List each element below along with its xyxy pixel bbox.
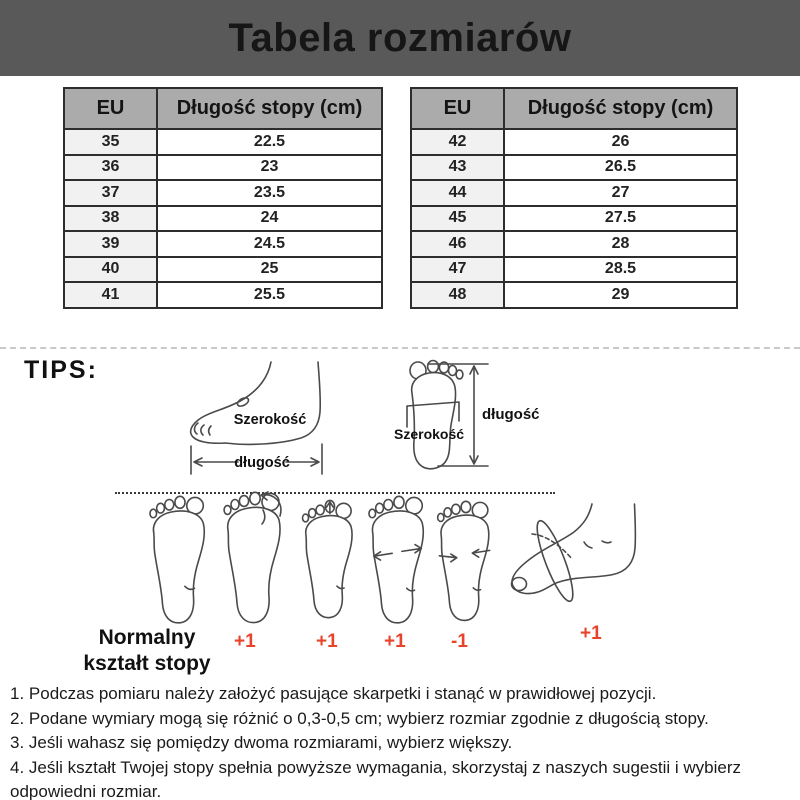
footprint-normal bbox=[145, 496, 213, 632]
length-label: długość bbox=[234, 455, 290, 471]
size-adjust-label-wide: +1 bbox=[384, 631, 406, 652]
size-adjust-label-splayed: +1 bbox=[234, 631, 256, 652]
eu-size-cell: 38 bbox=[64, 206, 157, 232]
foot-length-cell: 27 bbox=[504, 180, 737, 206]
eu-size-cell: 47 bbox=[411, 257, 504, 283]
foot-top-measure-diagram bbox=[390, 361, 540, 479]
foot-length-cell: 27.5 bbox=[504, 206, 737, 232]
eu-size-cell: 37 bbox=[64, 180, 157, 206]
measurement-notes bbox=[10, 682, 796, 800]
eu-size-cell: 42 bbox=[411, 129, 504, 155]
column-header-foot-length: Długość stopy (cm) bbox=[504, 88, 737, 129]
eu-size-cell: 43 bbox=[411, 155, 504, 181]
table-row bbox=[411, 257, 737, 283]
eu-size-cell: 45 bbox=[411, 206, 504, 232]
header-row bbox=[64, 88, 382, 129]
table-row bbox=[411, 206, 737, 232]
table-row bbox=[411, 155, 737, 181]
eu-size-cell: 36 bbox=[64, 155, 157, 181]
page-title: Tabela rozmiarów bbox=[228, 15, 572, 60]
foot-length-cell: 25.5 bbox=[157, 282, 382, 308]
normal-foot-label bbox=[58, 625, 236, 677]
eu-size-cell: 35 bbox=[64, 129, 157, 155]
eu-size-cell: 39 bbox=[64, 231, 157, 257]
table-row bbox=[64, 257, 382, 283]
footprint-narrow bbox=[433, 496, 497, 634]
eu-size-cell: 46 bbox=[411, 231, 504, 257]
foot-length-cell: 26 bbox=[504, 129, 737, 155]
eu-size-cell: 40 bbox=[64, 257, 157, 283]
normal-foot-label-line1: Normalny bbox=[98, 626, 196, 649]
table-row bbox=[411, 282, 737, 308]
foot-length-cell: 28.5 bbox=[504, 257, 737, 283]
foot-length-cell: 26.5 bbox=[504, 155, 737, 181]
table-row bbox=[64, 231, 382, 257]
table-row bbox=[64, 206, 382, 232]
size-table-right bbox=[410, 87, 738, 309]
note-item: 4. Jeśli kształt Twojej stopy spełnia powyższe wymagania, skorzystaj z naszych sugestii i wybierz odpowiedni rozmiar. bbox=[10, 757, 741, 800]
table-row bbox=[64, 180, 382, 206]
foot-length-cell: 23 bbox=[157, 155, 382, 181]
foot-length-cell: 28 bbox=[504, 231, 737, 257]
foot-length-cell: 25 bbox=[157, 257, 382, 283]
width-label: Szerokość bbox=[233, 412, 307, 428]
size-adjust-label-long-second-toe: +1 bbox=[316, 631, 338, 652]
foot-length-cell: 24 bbox=[157, 206, 382, 232]
size-table-left bbox=[63, 87, 383, 309]
note-item: 1. Podczas pomiaru należy założyć pasujące skarpetki i stanąć w prawidłowej pozycji. bbox=[10, 684, 657, 703]
table-row bbox=[64, 282, 382, 308]
foot-length-cell: 24.5 bbox=[157, 231, 382, 257]
foot-length-cell: 23.5 bbox=[157, 180, 382, 206]
toe-alignment-dotted-line bbox=[115, 492, 555, 494]
size-adjust-label-narrow: -1 bbox=[451, 631, 468, 652]
table-row bbox=[64, 129, 382, 155]
size-adjust-label-high-instep: +1 bbox=[580, 623, 602, 644]
table-row bbox=[64, 155, 382, 181]
footprint-splayed-toe bbox=[216, 492, 292, 632]
header-row bbox=[411, 88, 737, 129]
table-row bbox=[411, 129, 737, 155]
width-label: Szerokość bbox=[394, 426, 465, 442]
note-item: 3. Jeśli wahasz się pomiędzy dwoma rozmiarami, wybierz większy. bbox=[10, 733, 513, 752]
normal-foot-label-line2: kształt stopy bbox=[83, 652, 211, 675]
column-header-foot-length: Długość stopy (cm) bbox=[157, 88, 382, 129]
column-header-eu: EU bbox=[64, 88, 157, 129]
tips-heading: TIPS: bbox=[24, 356, 98, 384]
eu-size-cell: 48 bbox=[411, 282, 504, 308]
foot-high-instep bbox=[498, 504, 656, 630]
table-row bbox=[411, 180, 737, 206]
eu-size-cell: 41 bbox=[64, 282, 157, 308]
dashed-separator bbox=[0, 347, 800, 349]
length-label: długość bbox=[482, 406, 540, 423]
foot-side-measure-diagram bbox=[186, 362, 332, 478]
column-header-eu: EU bbox=[411, 88, 504, 129]
eu-size-cell: 44 bbox=[411, 180, 504, 206]
foot-length-cell: 22.5 bbox=[157, 129, 382, 155]
header-banner bbox=[0, 0, 800, 76]
footprint-long-second-toe bbox=[298, 496, 360, 632]
footprint-wide bbox=[364, 496, 432, 632]
note-item: 2. Podane wymiary mogą się różnić o 0,3-0,5 cm; wybierz rozmiar zgodnie z długością stopy. bbox=[10, 708, 709, 728]
foot-length-cell: 29 bbox=[504, 282, 737, 308]
table-row bbox=[411, 231, 737, 257]
